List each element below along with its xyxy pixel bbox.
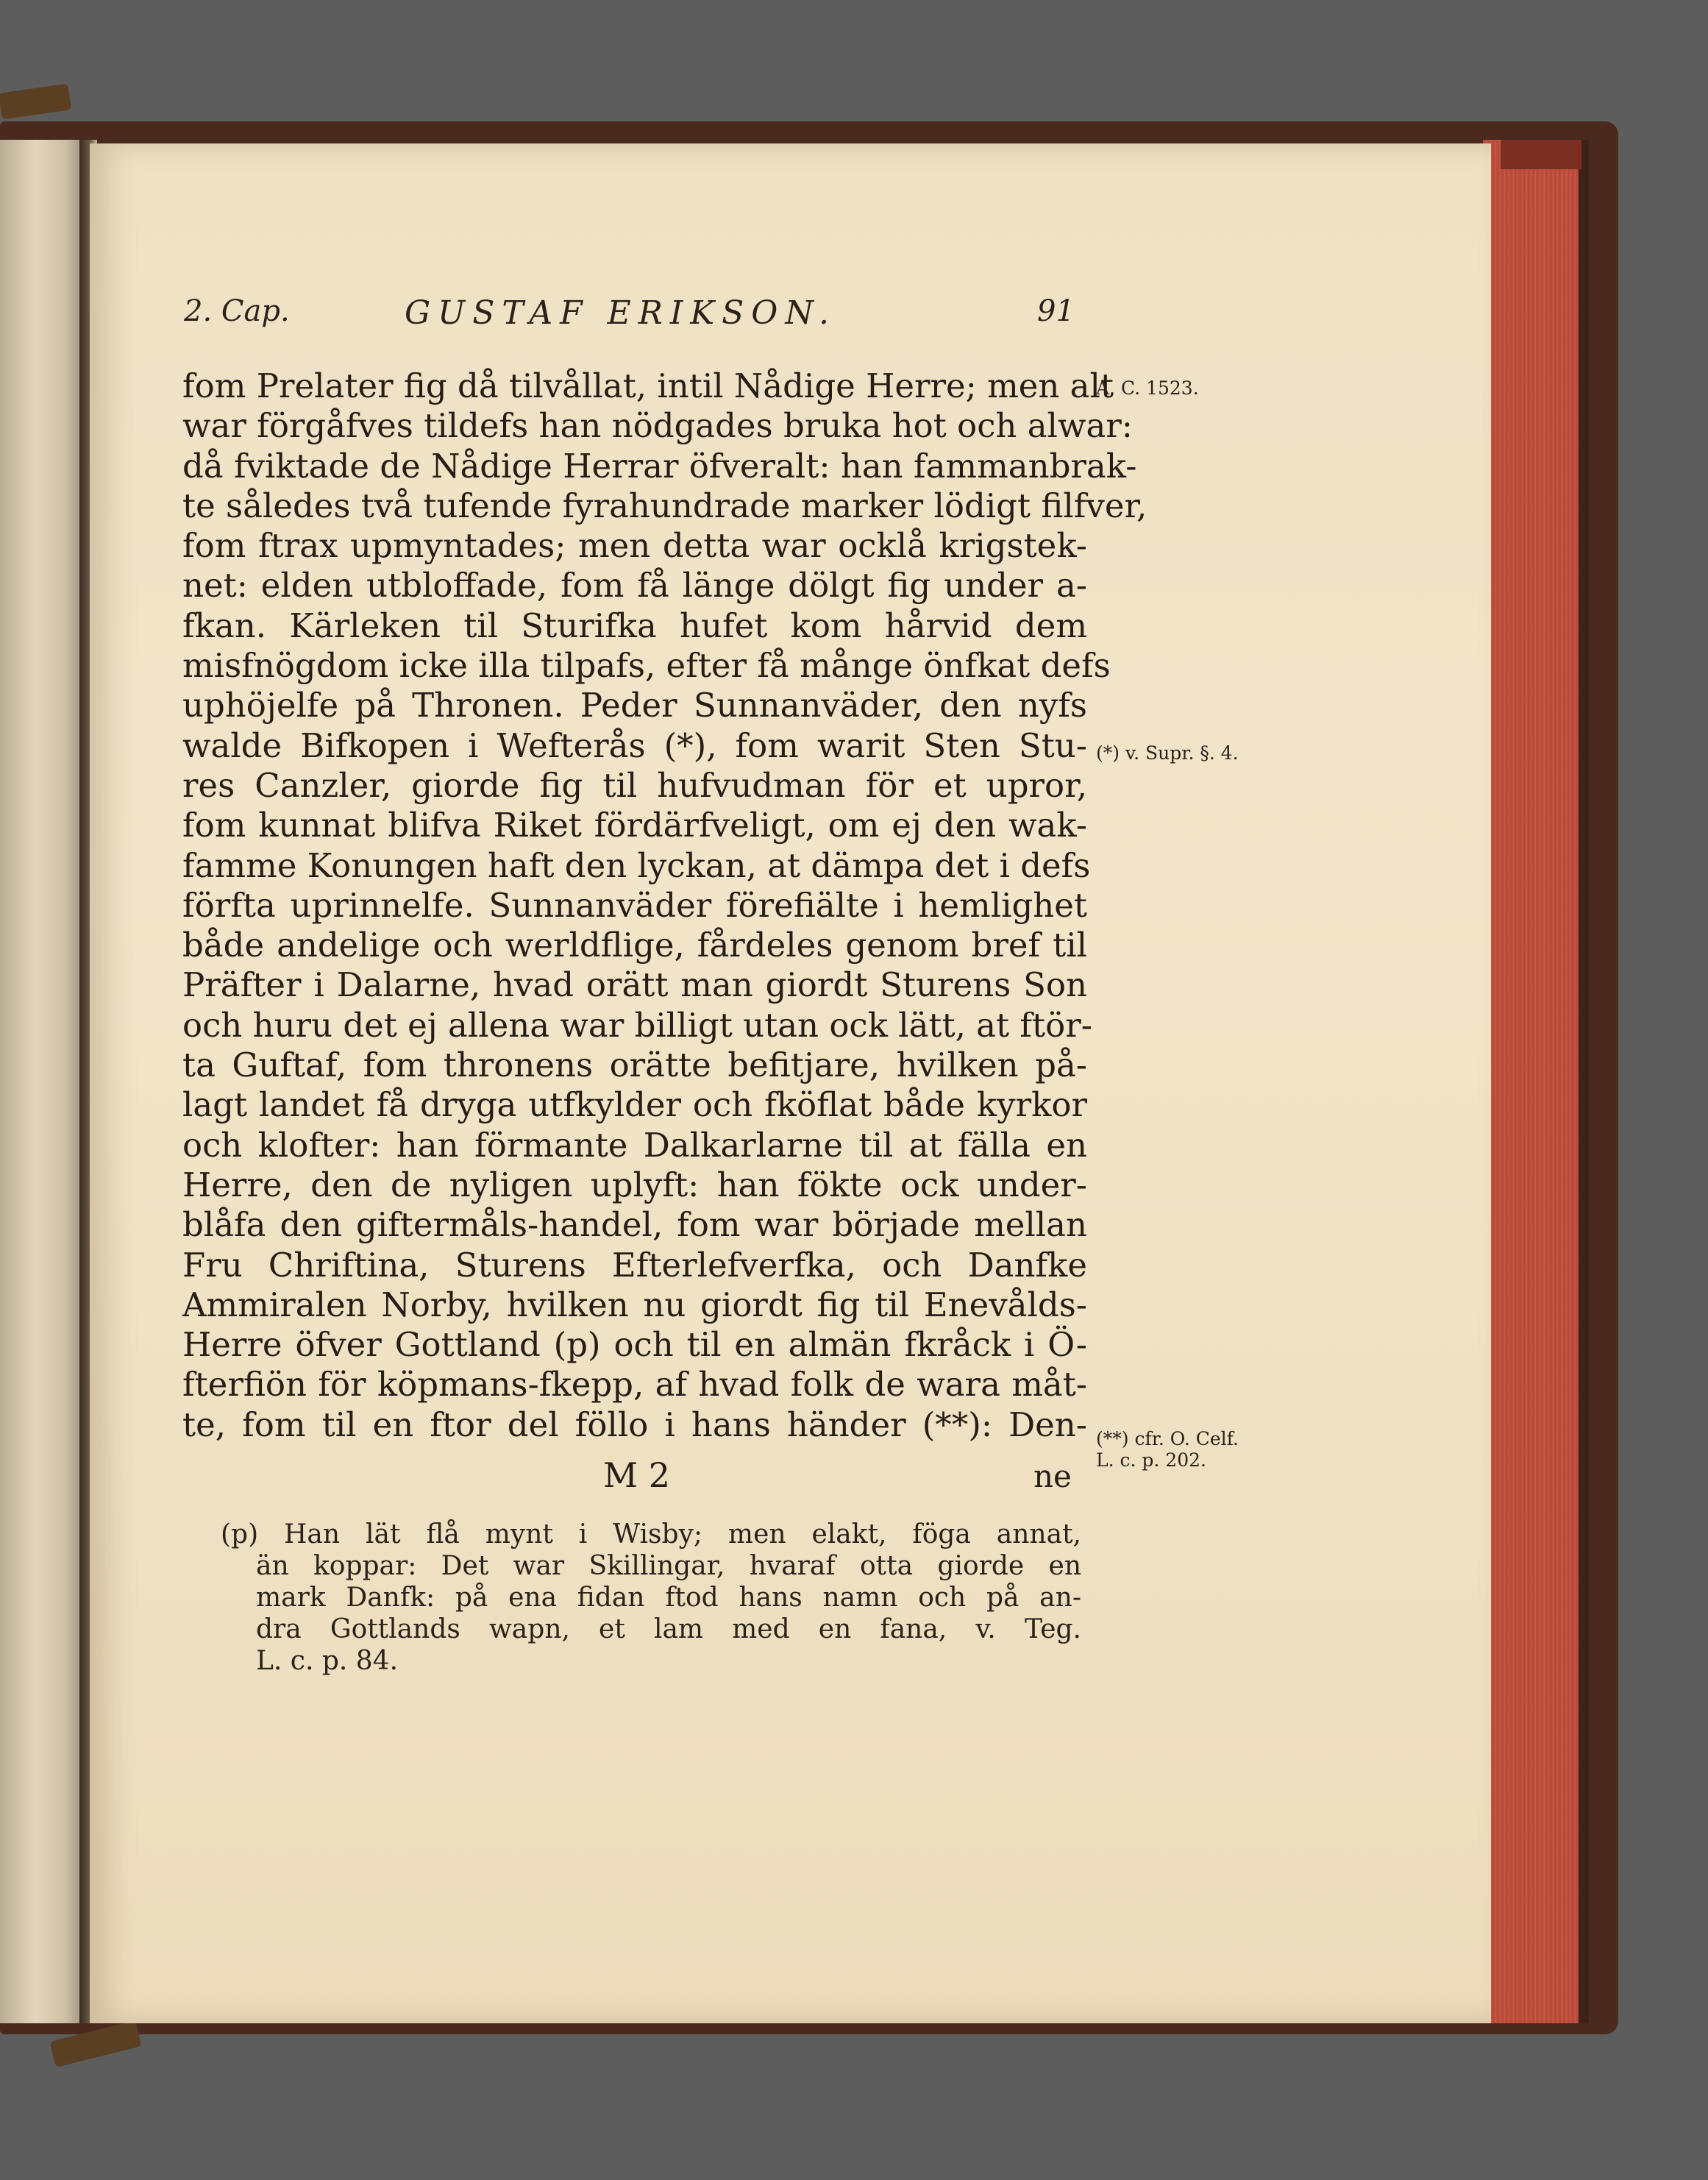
page-number: 91 <box>1037 294 1075 328</box>
margin-note-supra: (*) v. Supr. §. 4. <box>1096 742 1239 764</box>
catchword: ne <box>1033 1458 1072 1494</box>
body-line: fterfiön för köpmans-fkepp, af hvad folk de wara måt- <box>182 1365 1087 1405</box>
body-line: famme Konungen haft den lyckan, at dämpa det i defs <box>182 845 1091 885</box>
running-head-chapter: 2. Cap. <box>184 294 290 328</box>
body-line: förfta uprinnelfe. Sunnanväder förefiälte i hemlighet <box>182 885 1087 925</box>
body-line: te, fom til en ftor del föllo i hans händer (**): Den- <box>182 1405 1087 1444</box>
footnote-line: än koppar: Det war Skillingar, hvaraf otta giorde en <box>256 1551 1081 1581</box>
body-line: war förgåfves tildefs han nödgades bruka hot och alwar: <box>182 406 1133 446</box>
binding-tie-top <box>0 84 71 120</box>
footnote-line: (p) Han lät flå mynt i Wisby; men elakt, föga annat, <box>221 1519 1081 1549</box>
body-line: misfnögdom icke illa tilpafs, efter få månge önfkat defs <box>182 646 1111 686</box>
body-line: både andelige och werldflige, fårdeles genom bref til <box>182 926 1087 965</box>
body-line: och klofter: han förmante Dalkarlarne til at fälla en <box>182 1125 1087 1165</box>
body-line: Herre, den de nyligen uplyft: han fökte ock under- <box>182 1165 1087 1204</box>
margin-note-celsius-page: L. c. p. 202. <box>1096 1449 1206 1471</box>
body-line: res Canzler, giorde fig til hufvudman för et upror, <box>182 765 1087 805</box>
body-line: Herre öfver Gottland (p) och til en almän fkråck i Ö- <box>182 1325 1087 1365</box>
body-line: Fru Chriftina, Sturens Efterlefverfka, och Danfke <box>182 1245 1087 1285</box>
body-line: lagt landet få dryga utfkylder och fköflat både kyrkor <box>182 1085 1087 1125</box>
body-line: då fviktade de Nådige Herrar öfveralt: han fammanbrak- <box>182 446 1137 486</box>
footnote-line: mark Danfk: på ena fidan ftod hans namn och på an- <box>256 1583 1081 1613</box>
headband <box>1501 140 1581 169</box>
running-head-title: GUSTAF ERIKSON. <box>405 294 836 332</box>
body-line: ta Guftaf, fom thronens orätte befitjare, hvilken på- <box>182 1045 1087 1085</box>
footnote-line: L. c. p. 84. <box>256 1646 399 1676</box>
body-line: te således två tufende fyrahundrade marker lödigt filfver, <box>182 486 1147 525</box>
body-line: uphöjelfe på Thronen. Peder Sunnanväder, den nyfs <box>182 686 1087 725</box>
body-line: net: elden utbloffade, fom få länge dölgt fig under a- <box>182 566 1087 606</box>
running-head <box>184 294 1075 338</box>
body-line: fom Prelater fig då tilvållat, intil Nådige Herre; men alt <box>182 366 1114 405</box>
body-line: Ammiralen Norby, hvilken nu giordt fig til Enevålds- <box>182 1285 1087 1324</box>
footnote-line: dra Gottlands wapn, et lam med en fana, v. Teg. <box>256 1614 1081 1644</box>
body-line: fom ftrax upmyntades; men detta war ocklå krigstek- <box>182 526 1087 566</box>
body-line: Präfter i Dalarne, hvad orätt man giordt Sturens Son <box>182 965 1087 1005</box>
body-line: och huru det ej allena war billigt utan ock lätt, at ftör- <box>182 1005 1092 1045</box>
body-text <box>182 366 1147 1445</box>
footnote <box>221 1519 1081 1677</box>
body-line: fom kunnat blifva Riket fördärfveligt, om ej den wak- <box>182 806 1087 845</box>
body-line: walde Bifkopen i Wefterås (*), fom warit Sten Stu- <box>182 725 1087 765</box>
margin-note-year: A. C. 1523. <box>1096 377 1199 399</box>
body-line: fkan. Kärleken til Sturifka hufet kom hårvid dem <box>182 606 1087 645</box>
red-fore-edge <box>1483 140 1589 2023</box>
left-page-edge <box>0 140 88 2023</box>
body-line: blåfa den giftermåls-handel, fom war började mellan <box>182 1205 1087 1245</box>
margin-note-celsius: (**) cfr. O. Celf. <box>1096 1428 1239 1449</box>
signature-mark: M 2 <box>603 1455 670 1495</box>
